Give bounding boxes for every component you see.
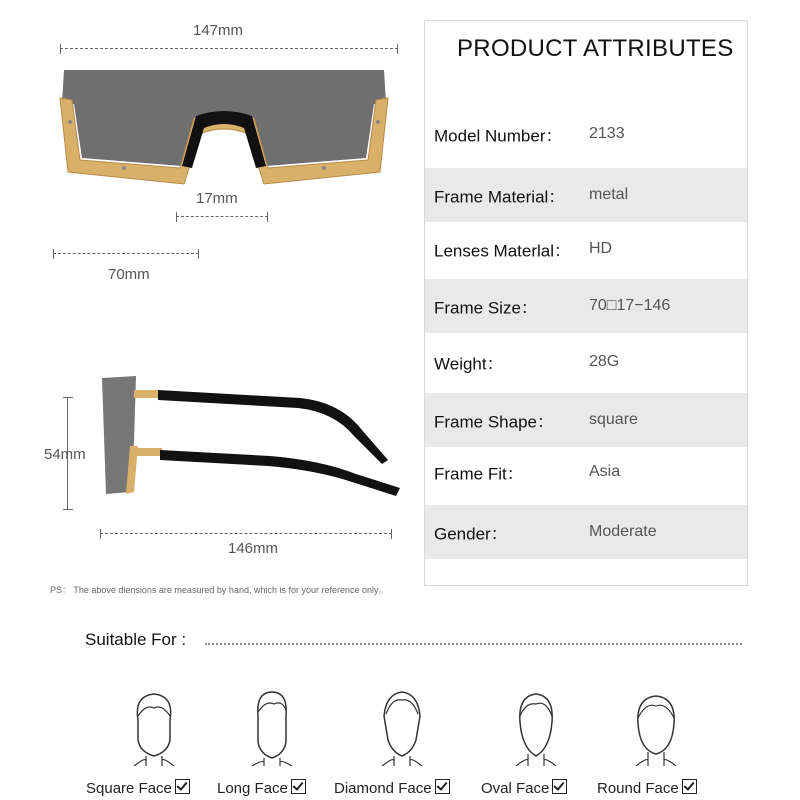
dim-lens-width-line [53,253,199,254]
face-label-text: Long Face [217,780,288,797]
dim-width-line [60,48,398,49]
dim-lens-width-label: 70mm [108,266,150,283]
front-view-glasses [44,62,404,202]
face-label-round [597,779,697,797]
attr-value: square [589,411,638,428]
attr-label: Frame Size： [434,298,538,318]
face-label-long [217,779,306,797]
attr-row-model [425,107,747,161]
square-face-icon [124,686,184,766]
attr-label: Weight： [434,354,504,374]
face-label-text: Square Face [86,780,172,797]
attr-value: 2133 [589,125,625,142]
attr-label: Model Number： [434,126,563,146]
attr-value: 70□17−146 [589,297,671,314]
face-label-text: Diamond Face [334,780,432,797]
attr-value: HD [589,240,613,257]
dim-height-label: 54mm [44,446,86,463]
attr-label: Lenses Materlal： [434,241,572,261]
attr-row-frame-shape [425,393,747,447]
checkbox-checked-icon [435,779,450,794]
dim-temple-label: 146mm [228,540,279,557]
face-label-oval [481,779,567,797]
face-label-text: Oval Face [481,780,550,797]
attr-label: Frame Fit： [434,464,524,484]
dim-temple-line [100,533,392,534]
checkbox-checked-icon [175,779,190,794]
measurement-note: PS： The above diensions are measured by hand, which is for your reference only。 [50,585,388,595]
attr-value: 28G [589,353,620,370]
dim-width-label: 147mm [193,22,244,39]
attr-value: Asia [589,463,621,480]
attr-row-frame-material [425,168,747,222]
side-view-glasses [100,372,410,512]
dim-bridge-label: 17mm [196,190,238,207]
face-label-text: Round Face [597,780,679,797]
dotted-divider [205,643,742,645]
attr-label: Frame Material： [434,187,566,207]
dim-bridge-line [176,216,268,217]
round-face-icon [626,686,686,766]
checkbox-checked-icon [291,779,306,794]
product-attributes-panel [424,20,748,586]
checkbox-checked-icon [682,779,697,794]
long-face-icon [242,686,302,766]
attr-row-weight [425,335,747,389]
attr-row-gender [425,505,747,559]
suitable-for-label: Suitable For : [85,630,187,649]
attr-row-frame-fit [425,445,747,499]
attr-label: Frame Shape： [434,412,554,432]
diamond-face-icon [372,686,432,766]
attr-row-lenses-material [425,222,747,276]
oval-face-icon [506,686,566,766]
checkbox-checked-icon [552,779,567,794]
panel-title: PRODUCT ATTRIBUTES [457,35,734,62]
face-label-diamond [334,779,450,797]
attr-value: Moderate [589,523,657,540]
attr-value: metal [589,186,629,203]
attr-row-frame-size [425,279,747,333]
attr-label: Gender： [434,524,508,544]
face-label-square [86,779,190,797]
